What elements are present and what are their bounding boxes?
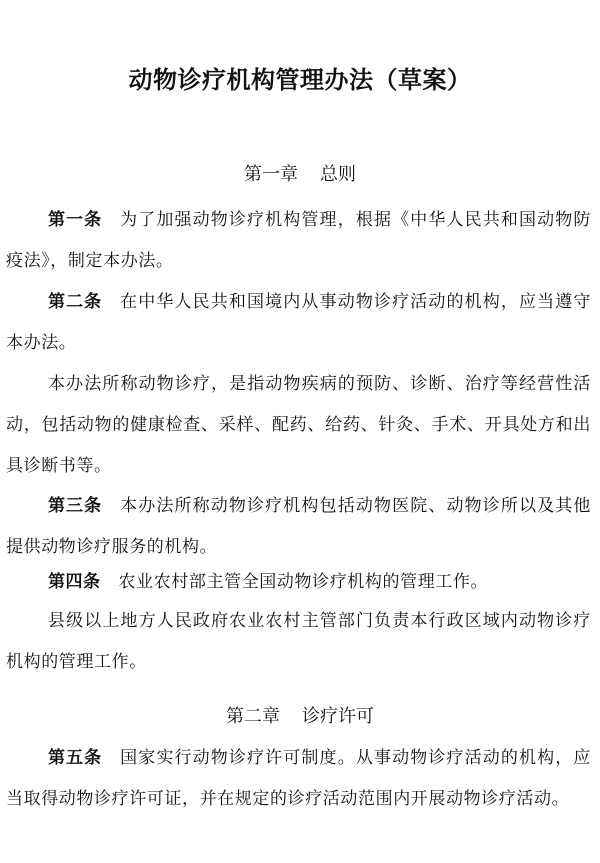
article-text: 为了加强动物诊疗机构管理，根据《中华人民共和国动物防疫法》，制定本办法。 — [6, 210, 592, 271]
article-text: 在中华人民共和国境内从事动物诊疗活动的机构，应当遵守本办法。 — [6, 292, 592, 353]
paragraph-text: 县级以上地方人民政府农业农村主管部门负责本行政区域内动物诊疗机构的管理工作。 — [6, 611, 591, 672]
article-paragraph — [6, 200, 591, 282]
article-number: 第四条 — [48, 572, 101, 592]
document-title: 动物诊疗机构管理办法（草案） — [128, 66, 472, 94]
chapter-heading-2 — [0, 702, 600, 728]
chapter-number: 第二章 — [226, 706, 280, 727]
article-number: 第二条 — [48, 292, 103, 312]
body-paragraph — [6, 364, 591, 487]
article-text: 农业农村部主管全国动物诊疗机构的管理工作。 — [118, 572, 489, 592]
article-number: 第三条 — [48, 496, 103, 516]
chapter-name: 总则 — [320, 164, 356, 185]
body-paragraph — [6, 601, 591, 683]
chapter-name: 诊疗许可 — [302, 706, 374, 727]
article-text: 国家实行动物诊疗许可制度。从事动物诊疗活动的机构，应当取得动物诊疗许可证，并在规定的诊疗活动范围内开展动物诊疗活动。 — [6, 748, 592, 809]
article-number: 第五条 — [48, 748, 103, 768]
article-paragraph — [6, 486, 591, 568]
article-text: 本办法所称动物诊疗机构包括动物医院、动物诊所以及其他提供动物诊疗服务的机构。 — [6, 496, 592, 557]
article-paragraph — [6, 562, 591, 603]
article-paragraph — [6, 282, 591, 364]
paragraph-text: 本办法所称动物诊疗，是指动物疾病的预防、诊断、治疗等经营性活动，包括动物的健康检查、采样、配药、给药、针灸、手术、开具处方和出具诊断书等。 — [6, 374, 591, 476]
chapter-number: 第一章 — [244, 164, 298, 185]
chapter-heading-1 — [0, 160, 600, 186]
article-paragraph — [6, 738, 591, 820]
article-number: 第一条 — [48, 210, 103, 230]
